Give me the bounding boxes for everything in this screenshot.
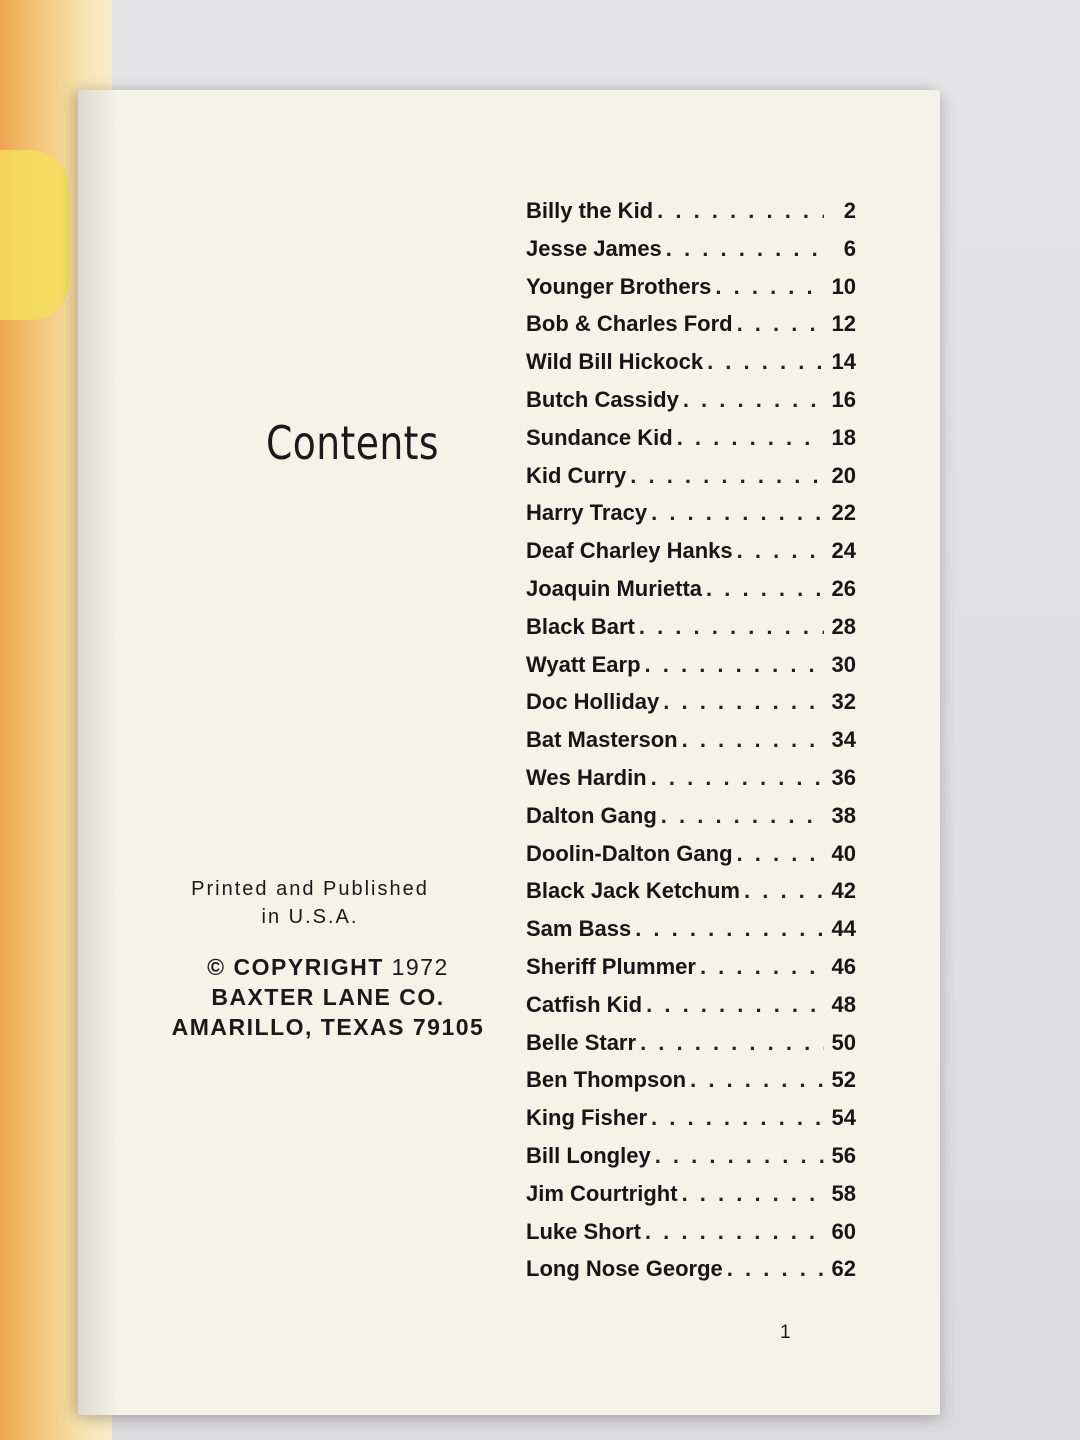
toc-entry-title: Billy the Kid (526, 198, 654, 223)
toc-entry-page: 44 (831, 916, 856, 942)
toc-entry-page: 16 (831, 386, 856, 412)
toc-entry-title: Black Bart (526, 613, 635, 639)
toc-entry-page: 26 (831, 575, 856, 601)
dot-leader (645, 652, 824, 678)
toc-entry (526, 916, 856, 954)
toc-entry-title: Wes Hardin (526, 764, 647, 790)
dot-leader (651, 500, 824, 526)
toc-entry-title: Sam Bass (526, 916, 632, 942)
toc-entry-title: Doolin-Dalton Gang (526, 840, 733, 866)
toc-entry-page: 22 (831, 500, 856, 526)
book-page (78, 90, 940, 1415)
dot-leader (657, 198, 824, 224)
toc-entry-page: 42 (831, 878, 856, 904)
toc-entry-page: 56 (831, 1142, 856, 1168)
toc-entry (526, 500, 856, 538)
toc-entry (526, 614, 856, 652)
dot-leader (651, 1105, 824, 1131)
toc-entry-title: Jim Courtright (526, 1180, 678, 1206)
toc-entry-title: Luke Short (526, 1218, 641, 1244)
toc-entry-title: Bill Longley (526, 1142, 651, 1168)
publisher-name: BAXTER LANE CO. (211, 984, 445, 1010)
toc-entry (526, 954, 856, 992)
toc-entry-page: 12 (831, 311, 856, 337)
toc-entry (526, 1143, 856, 1181)
dot-leader (640, 1030, 824, 1056)
publisher-city: AMARILLO, TEXAS 79105 (171, 1014, 485, 1040)
toc-entry-title: Kid Curry (526, 462, 627, 488)
toc-entry-title: Black Jack Ketchum (526, 878, 740, 904)
dot-leader (655, 1143, 824, 1169)
toc-entry-title: Sheriff Plummer (526, 953, 696, 979)
toc-entry (526, 727, 856, 765)
toc-entry-title: Wyatt Earp (526, 651, 641, 677)
dot-leader (682, 1181, 824, 1207)
dot-leader (737, 841, 824, 867)
toc-entry-title: Bat Masterson (526, 727, 678, 753)
toc-entry (526, 803, 856, 841)
copyright-block (118, 952, 538, 1042)
toc-entry (526, 425, 856, 463)
dot-leader (737, 538, 824, 564)
toc-entry-page: 36 (831, 764, 856, 790)
toc-entry-page: 60 (831, 1218, 856, 1244)
toc-entry (526, 1219, 856, 1257)
toc-entry-title: Sundance Kid (526, 424, 673, 450)
dot-leader (661, 803, 824, 829)
toc-entry (526, 765, 856, 803)
toc-entry-page: 20 (831, 462, 856, 488)
dot-leader (666, 236, 824, 262)
toc-entry-page: 54 (831, 1105, 856, 1131)
dot-leader (646, 992, 824, 1018)
toc-entry-title: Butch Cassidy (526, 386, 679, 412)
toc-entry (526, 992, 856, 1030)
toc-entry (526, 198, 856, 236)
toc-entry-page: 52 (831, 1067, 856, 1093)
toc-entry-title: Younger Brothers (526, 273, 712, 299)
toc-entry-page: 62 (831, 1256, 856, 1282)
toc-entry (526, 387, 856, 425)
dot-leader (645, 1219, 824, 1245)
contents-heading: Contents (266, 416, 439, 470)
toc-entry-title: Belle Starr (526, 1029, 637, 1055)
toc-entry-page: 32 (831, 689, 856, 715)
toc-entry (526, 1181, 856, 1219)
toc-entry-page: 18 (831, 424, 856, 450)
dot-leader (651, 765, 824, 791)
toc-entry (526, 689, 856, 727)
toc-entry-title: Catfish Kid (526, 991, 643, 1017)
dot-leader (700, 954, 824, 980)
toc-entry-title: Long Nose George (526, 1256, 723, 1282)
dot-leader (690, 1067, 824, 1093)
imprint-notice (160, 875, 460, 931)
dot-leader (639, 614, 824, 640)
copyright-symbol: © (207, 954, 226, 980)
toc-entry-title: Jesse James (526, 235, 662, 261)
toc-entry-title: Joaquin Murietta (526, 575, 703, 601)
toc-entry-page: 14 (831, 349, 856, 375)
imprint-line-2: in U.S.A. (261, 906, 359, 928)
toc-entry-title: Bob & Charles Ford (526, 311, 733, 337)
dot-leader (630, 463, 824, 489)
toc-entry (526, 1030, 856, 1068)
copyright-year: 1972 (391, 954, 449, 980)
toc-entry-title: King Fisher (526, 1105, 648, 1131)
toc-entry-page: 46 (831, 953, 856, 979)
toc-entry (526, 1105, 856, 1143)
toc-entry (526, 652, 856, 690)
toc-entry (526, 236, 856, 274)
toc-entry (526, 538, 856, 576)
toc-entry-page: 6 (843, 235, 856, 261)
toc-entry-page: 28 (831, 613, 856, 639)
dot-leader (715, 274, 824, 300)
toc-entry-title: Harry Tracy (526, 500, 648, 526)
toc-entry-page: 30 (831, 651, 856, 677)
dot-leader (682, 727, 824, 753)
toc-entry (526, 878, 856, 916)
toc-entry (526, 1256, 856, 1294)
toc-entry-page: 24 (831, 538, 856, 564)
toc-entry-page: 2 (843, 198, 856, 223)
toc-entry (526, 311, 856, 349)
copyright-label: COPYRIGHT (233, 954, 384, 980)
cover-art-fragment (0, 150, 70, 320)
dot-leader (663, 689, 824, 715)
dot-leader (707, 349, 824, 375)
imprint-line-1: Printed and Published (191, 878, 429, 900)
toc-entry-page: 58 (831, 1180, 856, 1206)
dot-leader (727, 1256, 824, 1282)
toc-entry-title: Ben Thompson (526, 1067, 687, 1093)
toc-entry (526, 841, 856, 879)
dot-leader (683, 387, 824, 413)
dot-leader (635, 916, 824, 942)
copyright-line (118, 952, 538, 982)
toc-entry (526, 274, 856, 312)
toc-entry (526, 576, 856, 614)
dot-leader (706, 576, 824, 602)
toc-entry-page: 48 (831, 991, 856, 1017)
toc-entry (526, 1067, 856, 1105)
toc-entry-page: 34 (831, 727, 856, 753)
table-of-contents (526, 198, 856, 1294)
toc-entry-page: 10 (831, 273, 856, 299)
toc-entry (526, 463, 856, 501)
dot-leader (737, 311, 824, 337)
toc-entry-title: Doc Holliday (526, 689, 660, 715)
toc-entry-page: 50 (831, 1029, 856, 1055)
toc-entry-title: Dalton Gang (526, 802, 657, 828)
toc-entry (526, 349, 856, 387)
page-number: 1 (780, 1322, 791, 1343)
toc-entry-title: Wild Bill Hickock (526, 349, 704, 375)
toc-entry-page: 38 (831, 802, 856, 828)
toc-entry-page: 40 (831, 840, 856, 866)
dot-leader (677, 425, 824, 451)
dot-leader (744, 878, 824, 904)
toc-entry-title: Deaf Charley Hanks (526, 538, 733, 564)
